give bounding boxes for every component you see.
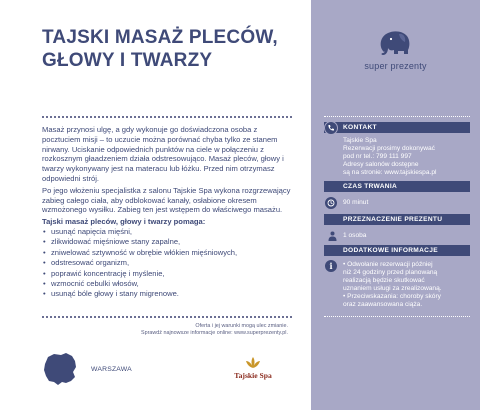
divider-bottom [42,316,292,318]
list-item: • usunąć bóle głowy i stany migrenowe. [42,289,297,299]
lotus-icon [244,356,262,370]
description-paragraph-1: Masaż przynosi ulgę, a gdy wykonuje go doświadczona osoba z pocztuciem misji – to uczucie można porównać chyba tylko ze stanem nirwany. Uciskanie odpowiednich punktów na ciele w połączeniu z rozkosznym głaadzeniem działa odstresowująco. Masaż pleców, głowy i twarzy wykonywany jest na materacu lub łóżku. Przed nim otrzymasz odpowiedni strój. [42,125,284,183]
section-dodatkowe [324,245,470,309]
fineprint-line-2: Sprawdź najnowsze informacje online: www.superprezenty.pl. [140,330,288,336]
brand-logo [311,28,480,71]
section-label-dodatkowe: DODATKOWE INFORMACJE [324,245,470,256]
section-przeznaczenie [324,214,470,240]
brand-name: super prezenty [364,61,427,71]
dodatkowe-details [343,261,470,309]
kontakt-line: Adresy salonów dostępne [343,161,419,168]
elephant-icon [376,28,416,58]
divider-top [42,116,292,118]
section-label-przeznaczenie: PRZEZNACZENIE PREZENTU [324,214,470,225]
person-icon [328,228,337,246]
section-label-czas: CZAS TRWANIA [324,181,470,192]
dodatkowe-line: • Odwołanie rezerwacji później [343,261,433,268]
dodatkowe-line: • Przeciwskazania: choroby skóry [343,293,441,300]
phone-icon [324,121,338,135]
kontakt-line: Rezerwacji prosimy dokonywać [343,145,435,152]
sidebar-divider-bottom [324,316,470,317]
dodatkowe-line: niż 24 godziny przed planowaną [343,269,438,276]
city-label: WARSZAWA [91,366,132,373]
list-item: • zniwelować sztywność w obrębie włókien mięśniowych, [42,248,297,258]
info-icon: i [324,259,338,273]
section-kontakt [324,122,470,177]
kontakt-details [343,137,470,177]
benefits-title: Tajski masaż pleców, głowy i twarzy pomaga: [42,217,206,227]
list-item: • usunąć napięcia mięśni, [42,227,297,237]
partner-name: Tajskie Spa [234,371,272,380]
kontakt-line: pod nr tel.: 799 111 997 [343,153,412,160]
czas-value: 90 minut [343,199,369,206]
list-item: • wzmocnić cebulki włosów, [42,279,297,289]
fineprint [42,323,288,337]
dodatkowe-line: oraz zaawansowana ciąża. [343,301,423,308]
poland-map-icon [42,352,78,386]
description-paragraph-2: Po jego włożeniu specjalistka z salonu Tajskie Spa wykona rozgrzewający zabieg całego ciała, aby odblokować kanały, osłabione okresem wzmożonego wysiłku. Zabieg ten jest wstępem do właściwego masażu. [42,185,291,215]
page-title: TAJSKI MASAŻ PLECÓW, GŁOWY I TWARZY [42,27,278,71]
przeznaczenie-value: 1 osoba [343,232,367,239]
fineprint-line-1: Oferta i jej warunki mogą ulec zmianie. [195,323,288,329]
section-czas-trwania [324,181,470,207]
kontakt-line: są na stronie: www.tajskiespa.pl [343,169,437,176]
benefits-list [42,227,297,300]
list-item: • poprawić koncentrację i myślenie, [42,269,297,279]
dodatkowe-line: realizacją będzie skutkować [343,277,425,284]
list-item: • zlikwidować mięśniowe stany zapalne, [42,237,297,247]
sidebar-divider-top [324,116,470,117]
kontakt-line: Tajskie Spa [343,137,377,144]
section-label-kontakt: KONTAKT [324,122,470,133]
clock-icon [324,196,338,210]
dodatkowe-line: uznaniem usługi za zrealizowaną. [343,285,442,292]
list-item: • odstresować organizm, [42,258,297,268]
description [42,125,297,300]
partner-logo [228,356,278,386]
